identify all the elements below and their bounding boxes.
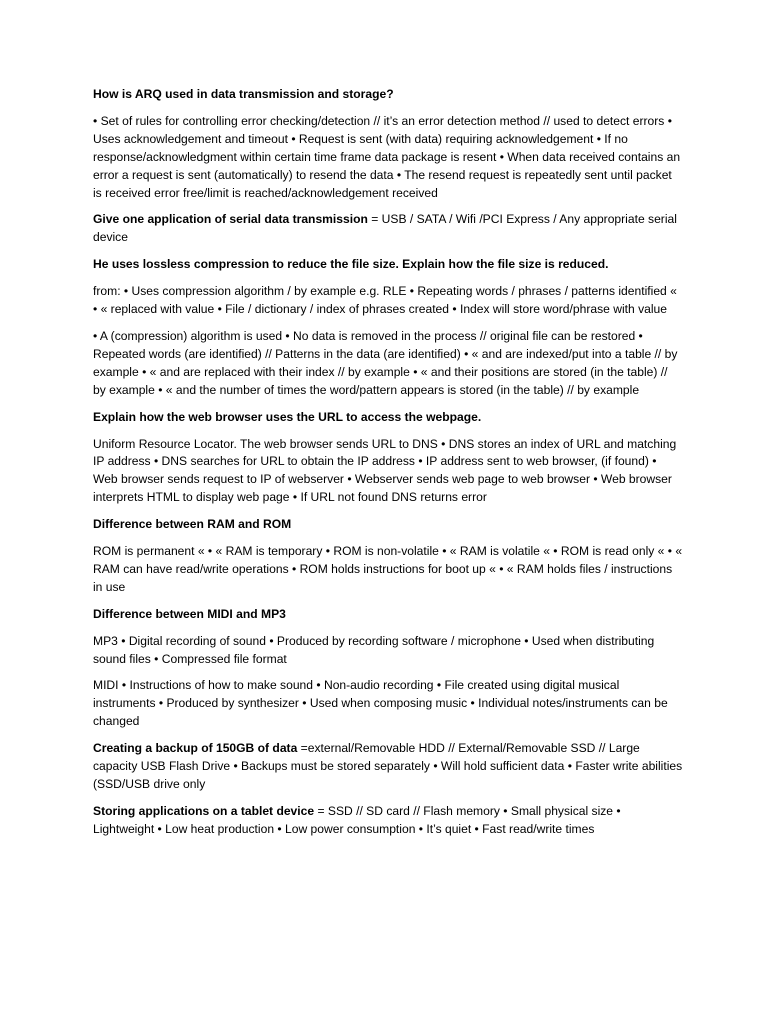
question-backup-label: Creating a backup of 150GB of data [93,741,298,756]
question-backup [93,740,683,794]
answer-serial: = USB / SATA / Wifi /PCI Express / Any appropriate serial device [93,212,677,245]
question-tablet-label: Storing applications on a tablet device [93,803,315,818]
question-serial-label: Give one application of serial data transmission [93,212,368,227]
answer-compression-2: • A (compression) algorithm is used • No data is removed in the process // original file can be restored • Repeated words (are identified) // Patterns in the data (are identified) • « and are indexed/put into a table // by example • « and are replaced with their index // by example • « and their positions are stored (in the table) // by example • « and the number of times the word/pattern appears is stored (in the table) // by example [93,328,678,397]
question-serial-transmission [93,211,683,247]
question-heading-arq: How is ARQ used in data transmission and storage? [93,87,394,101]
answer-url: Uniform Resource Locator. The web browser sends URL to DNS • DNS stores an index of URL and matching IP address • DNS searches for URL to obtain the IP address • IP address sent to web browser, (if found) • Web browser sends request to IP of webserver • Webserver sends web page to web browser • Web browser interprets HTML to display web page • If URL not found DNS returns error [93,436,677,505]
answer-ram-rom: ROM is permanent « • « RAM is temporary • ROM is non-volatile • « RAM is volatile « • ROM is read only « • « RAM can have read/write operations • ROM holds instructions for boot up « • « RAM holds files / instructions in use [93,544,683,594]
question-heading-ram-rom: Difference between RAM and ROM [93,517,292,532]
answer-backup: =external/Removable HDD // External/Removable SSD // Large capacity USB Flash Drive • Backups must be stored separately • Will hold sufficient data • Faster write abilities (SSD/USB drive only [93,741,683,791]
question-heading-midi-mp3: Difference between MIDI and MP3 [93,606,286,621]
question-tablet-storage [93,803,683,839]
answer-compression-1: from: • Uses compression algorithm / by example e.g. RLE • Repeating words / phrases / patterns identified « • « replaced with value • File / dictionary / index of phrases created • Index will store word/phrase with value [93,284,677,317]
question-heading-compression: He uses lossless compression to reduce the file size. Explain how the file size is reduced. [93,257,609,272]
answer-tablet: = SSD // SD card // Flash memory • Small physical size • Lightweight • Low heat production • Low power consumption • It’s quiet • Fast read/write times [93,803,621,836]
document-page [93,86,683,848]
answer-mp3: MP3 • Digital recording of sound • Produced by recording software / microphone • Used when distributing sound files • Compressed file format [93,633,655,666]
answer-arq: • Set of rules for controlling error checking/detection // it’s an error detection method // used to detect errors • Uses acknowledgement and timeout • Request is sent (with data) requiring acknowledgement • If no response/acknowledgment within certain time frame data package is resent • When data received contains an error a request is sent (automatically) to resend the data • The resend request is repeatedly sent until packet is received error free/limit is reached/acknowledgement received [93,113,681,200]
answer-midi: MIDI • Instructions of how to make sound • Non-audio recording • File created using digital musical instruments • Produced by synthesizer • Used when composing music • Individual notes/instruments can be changed [93,678,668,729]
question-heading-url: Explain how the web browser uses the URL to access the webpage. [93,409,482,424]
